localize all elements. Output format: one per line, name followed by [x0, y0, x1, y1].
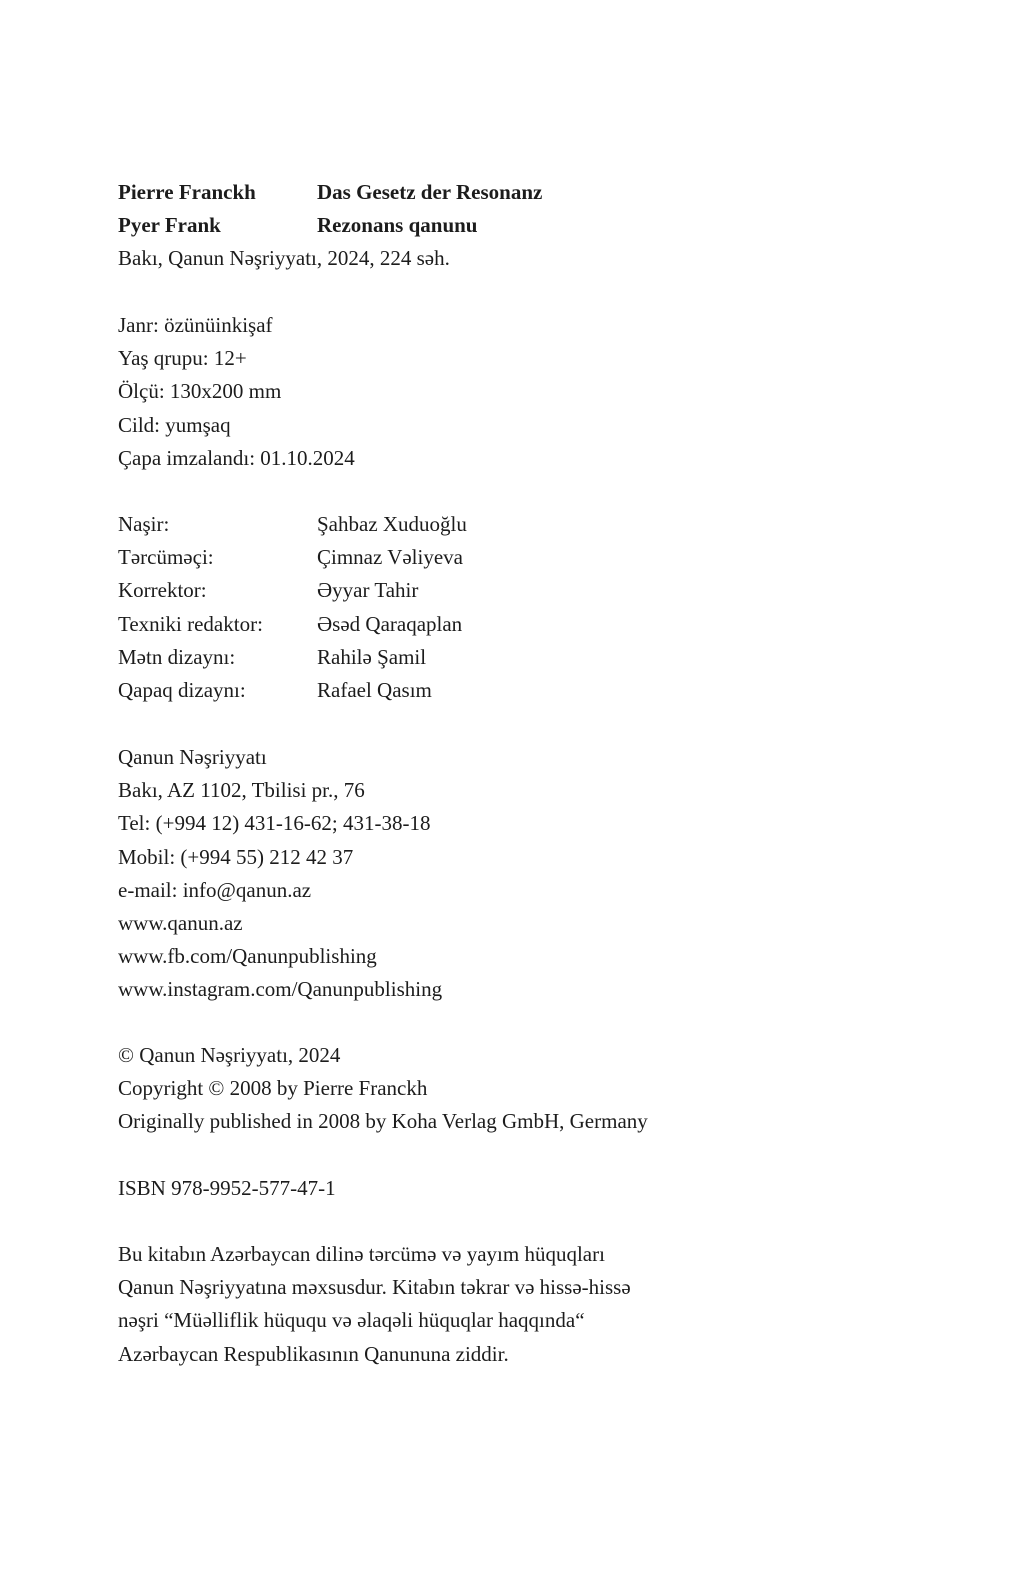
print-date-line: Çapa imzalandı: 01.10.2024: [118, 445, 355, 470]
credit-row: [118, 608, 467, 641]
credit-name: Rahilə Şamil: [317, 644, 427, 669]
copyright-line: Copyright © 2008 by Pierre Franckh: [118, 1076, 428, 1101]
phone-line: Tel: (+994 12) 431-16-62; 431-38-18: [118, 811, 431, 836]
original-author: Pierre Franckh: [118, 180, 256, 204]
mobile-line: Mobil: (+994 55) 212 42 37: [118, 844, 354, 869]
address-line: Bakı, AZ 1102, Tbilisi pr., 76: [118, 778, 365, 803]
rights-line: Bu kitabın Azərbaycan dilinə tərcümə və yayım hüquqları: [118, 1242, 605, 1266]
translated-title: Rezonans qanunu: [317, 213, 478, 238]
original-title: Das Gesetz der Resonanz: [317, 180, 543, 204]
credit-row: [118, 541, 467, 574]
title-block: [118, 176, 542, 276]
credit-role: Tərcüməçi:: [118, 545, 214, 570]
translated-author: Pyer Frank: [118, 213, 221, 238]
binding-line: Cild: yumşaq: [118, 412, 231, 437]
genre-line: Janr: özünüinkişaf: [118, 313, 273, 337]
isbn-block: [118, 1172, 336, 1205]
credit-role: Qapaq dizaynı:: [118, 677, 246, 702]
credit-name: Şahbaz Xuduoğlu: [317, 512, 467, 536]
copyright-block: [118, 1039, 648, 1139]
original-title-line: [118, 176, 542, 209]
imprint-line: Bakı, Qanun Nəşriyyatı, 2024, 224 səh.: [118, 246, 450, 271]
contact-block: [118, 741, 442, 1007]
rights-line: nəşri “Müəlliflik hüququ və əlaqəli hüquqlar haqqında“: [118, 1308, 585, 1333]
credit-name: Əyyar Tahir: [317, 578, 419, 603]
rights-line: Qanun Nəşriyyatına məxsusdur. Kitabın təkrar və hissə-hissə: [118, 1275, 631, 1300]
publisher-name: Qanun Nəşriyyatı: [118, 745, 267, 769]
credit-name: Çimnaz Vəliyeva: [317, 545, 463, 570]
size-line: Ölçü: 130x200 mm: [118, 379, 282, 404]
meta-block: [118, 309, 355, 475]
credit-name: Əsəd Qaraqaplan: [317, 611, 463, 636]
age-group-line: Yaş qrupu: 12+: [118, 346, 247, 371]
credit-row: [118, 508, 467, 541]
credit-role: Korrektor:: [118, 578, 207, 603]
copyright-line: © Qanun Nəşriyyatı, 2024: [118, 1043, 341, 1067]
credit-role: Mətn dizaynı:: [118, 644, 236, 669]
rights-line: Azərbaycan Respublikasının Qanununa ziddir.: [118, 1341, 509, 1366]
facebook-line: www.fb.com/Qanunpublishing: [118, 944, 377, 969]
credit-name: Rafael Qasım: [317, 677, 432, 702]
isbn-line: ISBN 978-9952-577-47-1: [118, 1176, 336, 1200]
credit-role: Naşir:: [118, 512, 170, 536]
credit-row: [118, 641, 467, 674]
credit-row: [118, 674, 467, 707]
translated-title-line: [118, 209, 542, 242]
website-line: www.qanun.az: [118, 910, 243, 935]
credit-role: Texniki redaktor:: [118, 611, 263, 636]
copyright-line: Originally published in 2008 by Koha Verlag GmbH, Germany: [118, 1109, 648, 1134]
credits-block: [118, 508, 467, 707]
instagram-line: www.instagram.com/Qanunpublishing: [118, 977, 443, 1002]
credit-row: [118, 574, 467, 607]
email-line: e-mail: info@qanun.az: [118, 877, 312, 902]
rights-notice: [118, 1238, 631, 1371]
